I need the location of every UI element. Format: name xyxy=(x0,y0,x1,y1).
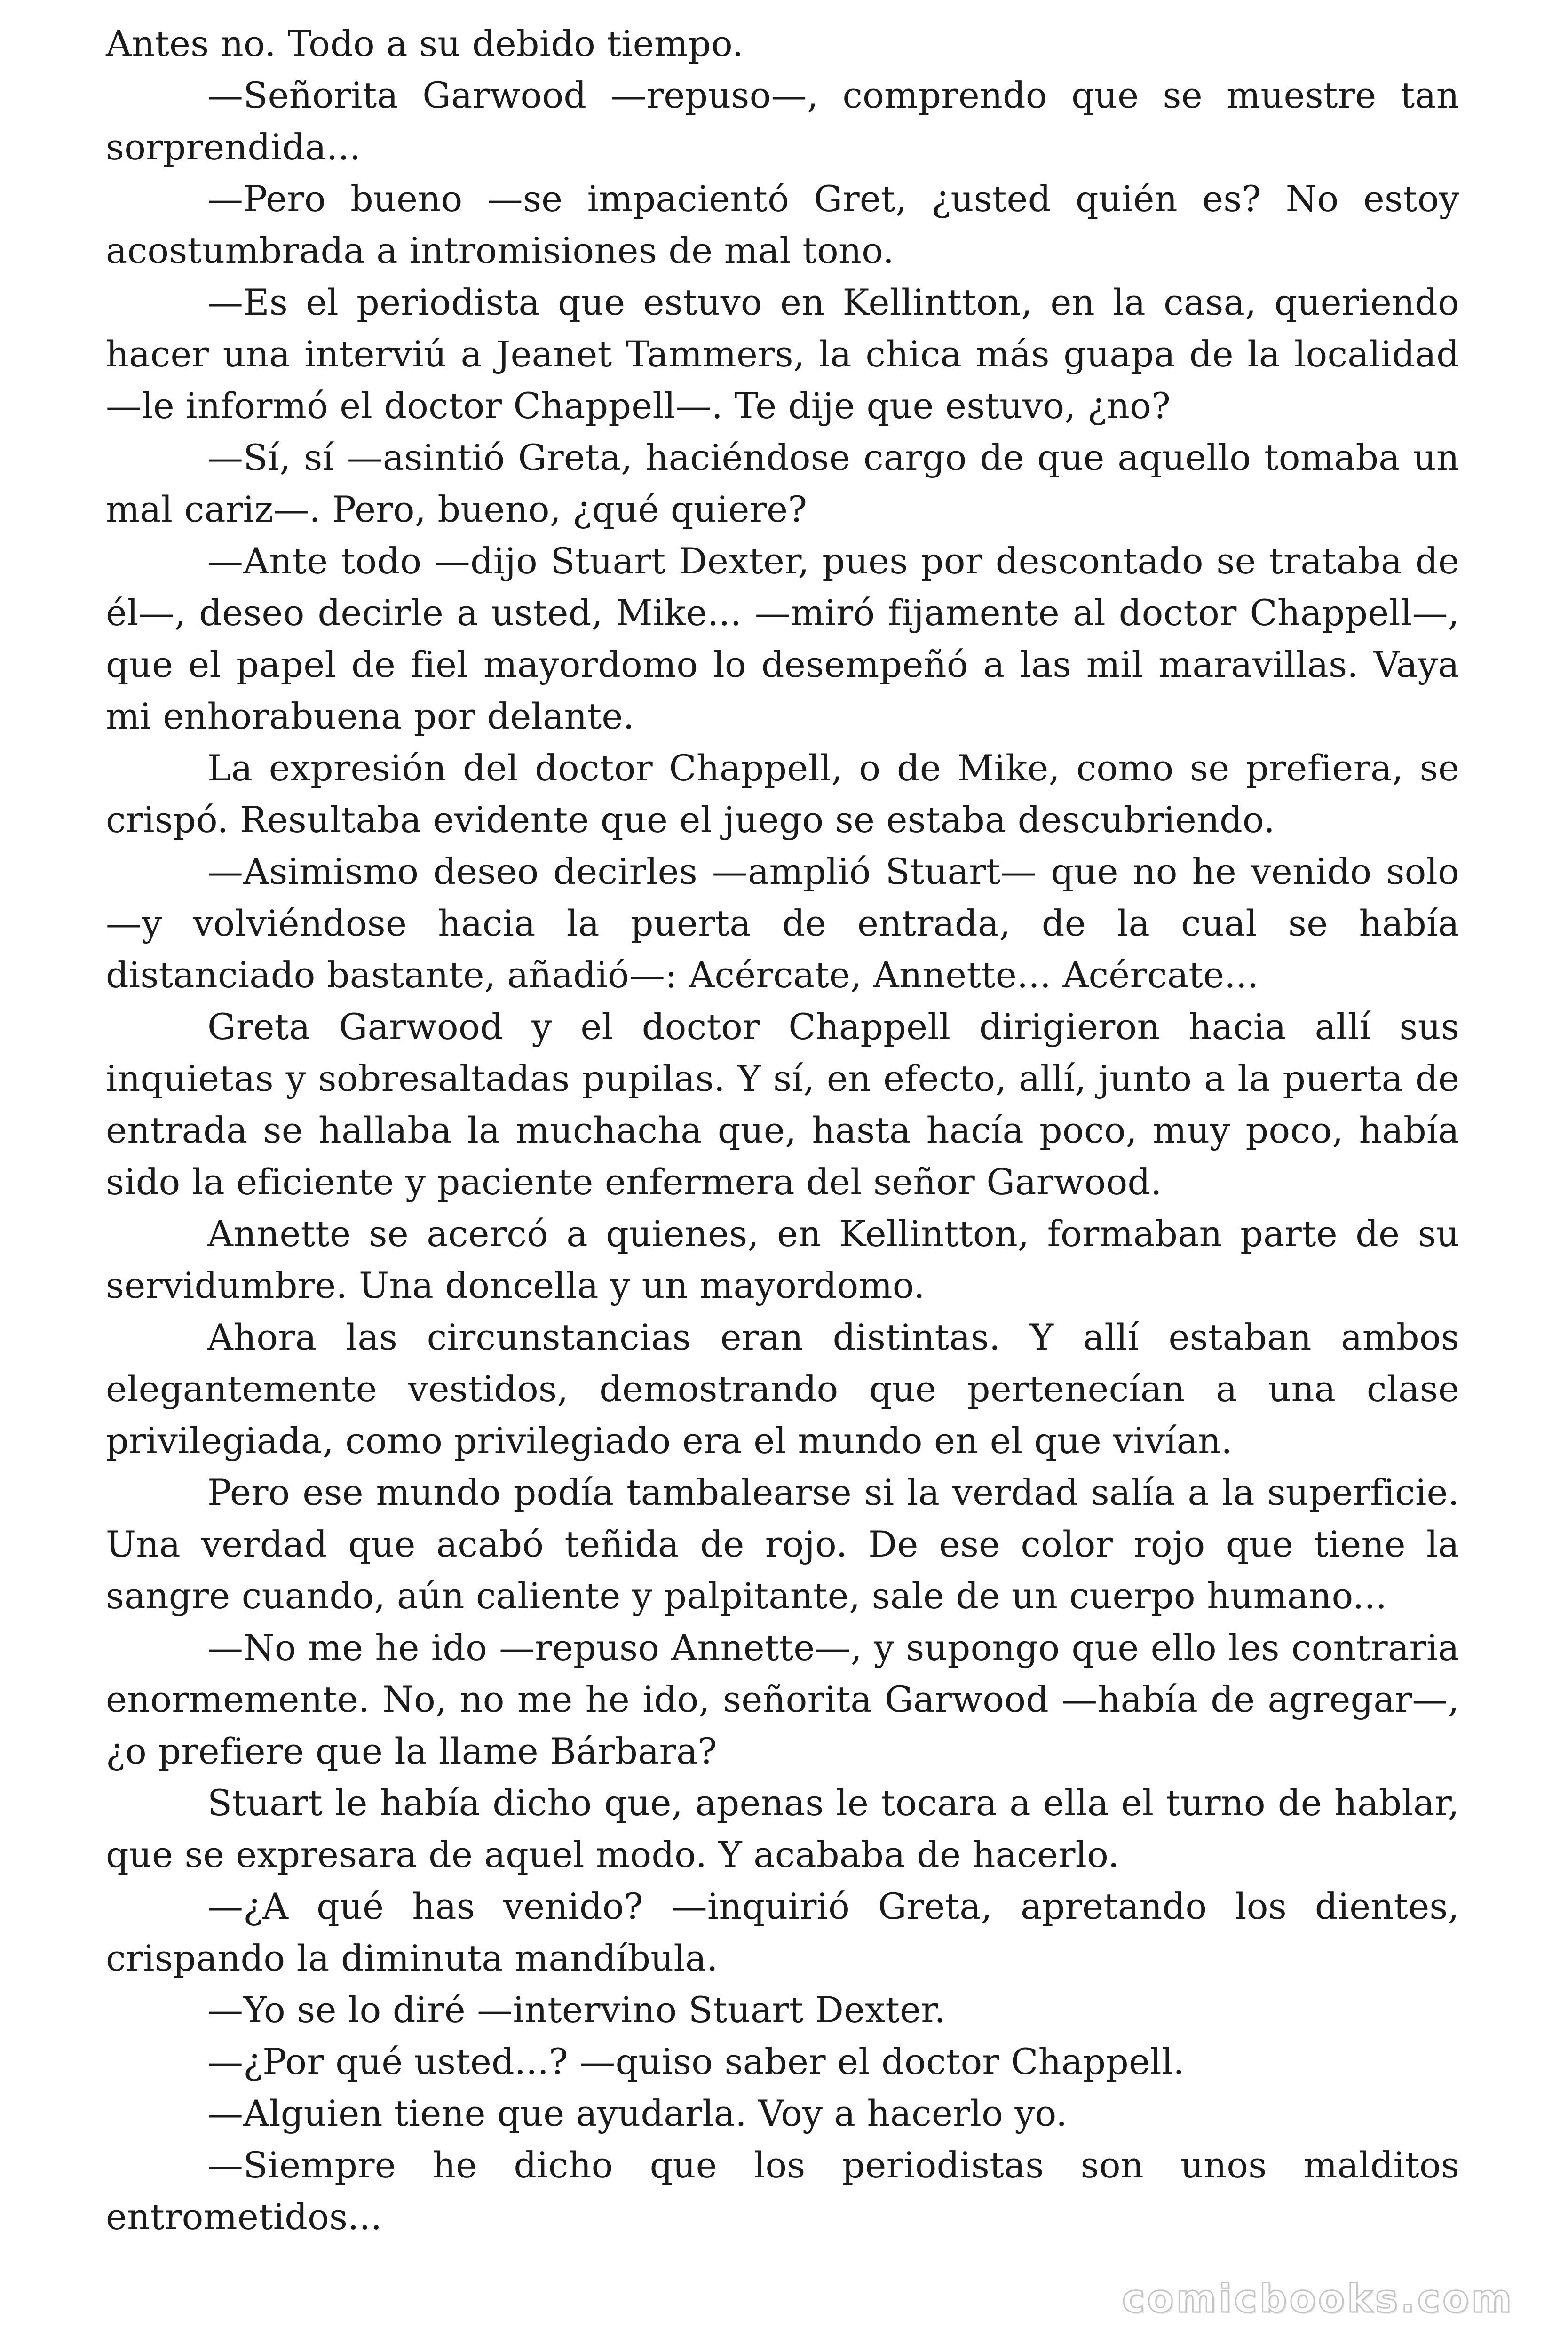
paragraph: Antes no. Todo a su debido tiempo. xyxy=(106,23,744,64)
paragraph: Pero ese mundo podía tambalearse si la verdad salía a la superficie. Una verdad que acabó teñida de rojo. De ese color rojo que tiene la sangre cuando, aún caliente y palpitante, sale de un cuerpo humano... xyxy=(106,1471,1459,1617)
paragraph: —Ante todo —dijo Stuart Dexter, pues por descontado se trataba de él—, deseo decirle a usted, Mike... —miró fijamente al doctor Chappell—, que el papel de fiel mayordomo lo desempeñó a las mil maravillas. Vaya mi enhorabuena por delante. xyxy=(106,540,1459,737)
paragraph: —¿Por qué usted...? —quiso saber el doctor Chappell. xyxy=(207,2041,1185,2082)
paragraph: Annette se acercó a quienes, en Kellintton, formaban parte de su servidumbre. Una doncella y un mayordomo. xyxy=(106,1213,1459,1306)
watermark: comicbooks.com xyxy=(1122,2277,1514,2321)
paragraph: —Asimismo deseo decirles —amplió Stuart— que no he venido solo —y volviéndose hacia la puerta de entrada, de la cual se había distanciado bastante, añadió—: Acércate, Annette... Acércate... xyxy=(106,850,1459,996)
paragraph: —Es el periodista que estuvo en Kellintton, en la casa, queriendo hacer una interviú a Jeanet Tammers, la chica más guapa de la localidad —le informó el doctor Chappell—. Te dije que estuvo, ¿no? xyxy=(106,281,1459,427)
paragraph: —¿A qué has venido? —inquirió Greta, apretando los dientes, crispando la diminuta mandíbula. xyxy=(106,1885,1459,1979)
paragraph: Stuart le había dicho que, apenas le tocara a ella el turno de hablar, que se expresara de aquel modo. Y acababa de hacerlo. xyxy=(106,1782,1459,1875)
paragraph: —Señorita Garwood —repuso—, comprendo que se muestre tan sorprendida... xyxy=(106,74,1459,168)
book-page xyxy=(106,18,1459,2285)
paragraph: Greta Garwood y el doctor Chappell dirigieron hacia allí sus inquietas y sobresaltadas pupilas. Y sí, en efecto, allí, junto a la puerta de entrada se hallaba la muchacha que, hasta hacía poco, muy poco, había sido la eficiente y paciente enfermera del señor Garwood. xyxy=(106,1006,1459,1203)
paragraph: La expresión del doctor Chappell, o de Mike, como se prefiera, se crispó. Resultaba evidente que el juego se estaba descubriendo. xyxy=(106,747,1459,841)
paragraph: —Siempre he dicho que los periodistas son unos malditos entrometidos... xyxy=(106,2144,1459,2238)
paragraph: —Pero bueno —se impacientó Gret, ¿usted quién es? No estoy acostumbrada a intromisiones de mal tono. xyxy=(106,178,1459,271)
paragraph: —Yo se lo diré —intervino Stuart Dexter. xyxy=(207,1989,946,2031)
paragraph: —No me he ido —repuso Annette—, y supongo que ello les contraria enormemente. No, no me he ido, señorita Garwood —había de agregar—, ¿o prefiere que la llame Bárbara? xyxy=(106,1627,1459,1772)
paragraph: Ahora las circunstancias eran distintas. Y allí estaban ambos elegantemente vestidos, demostrando que pertenecían a una clase privilegiada, como privilegiado era el mundo en el que vivían. xyxy=(106,1316,1459,1462)
paragraph: —Sí, sí —asintió Greta, haciéndose cargo de que aquello tomaba un mal cariz—. Pero, bueno, ¿qué quiere? xyxy=(106,437,1459,530)
paragraph: —Alguien tiene que ayudarla. Voy a hacerlo yo. xyxy=(207,2092,1068,2134)
